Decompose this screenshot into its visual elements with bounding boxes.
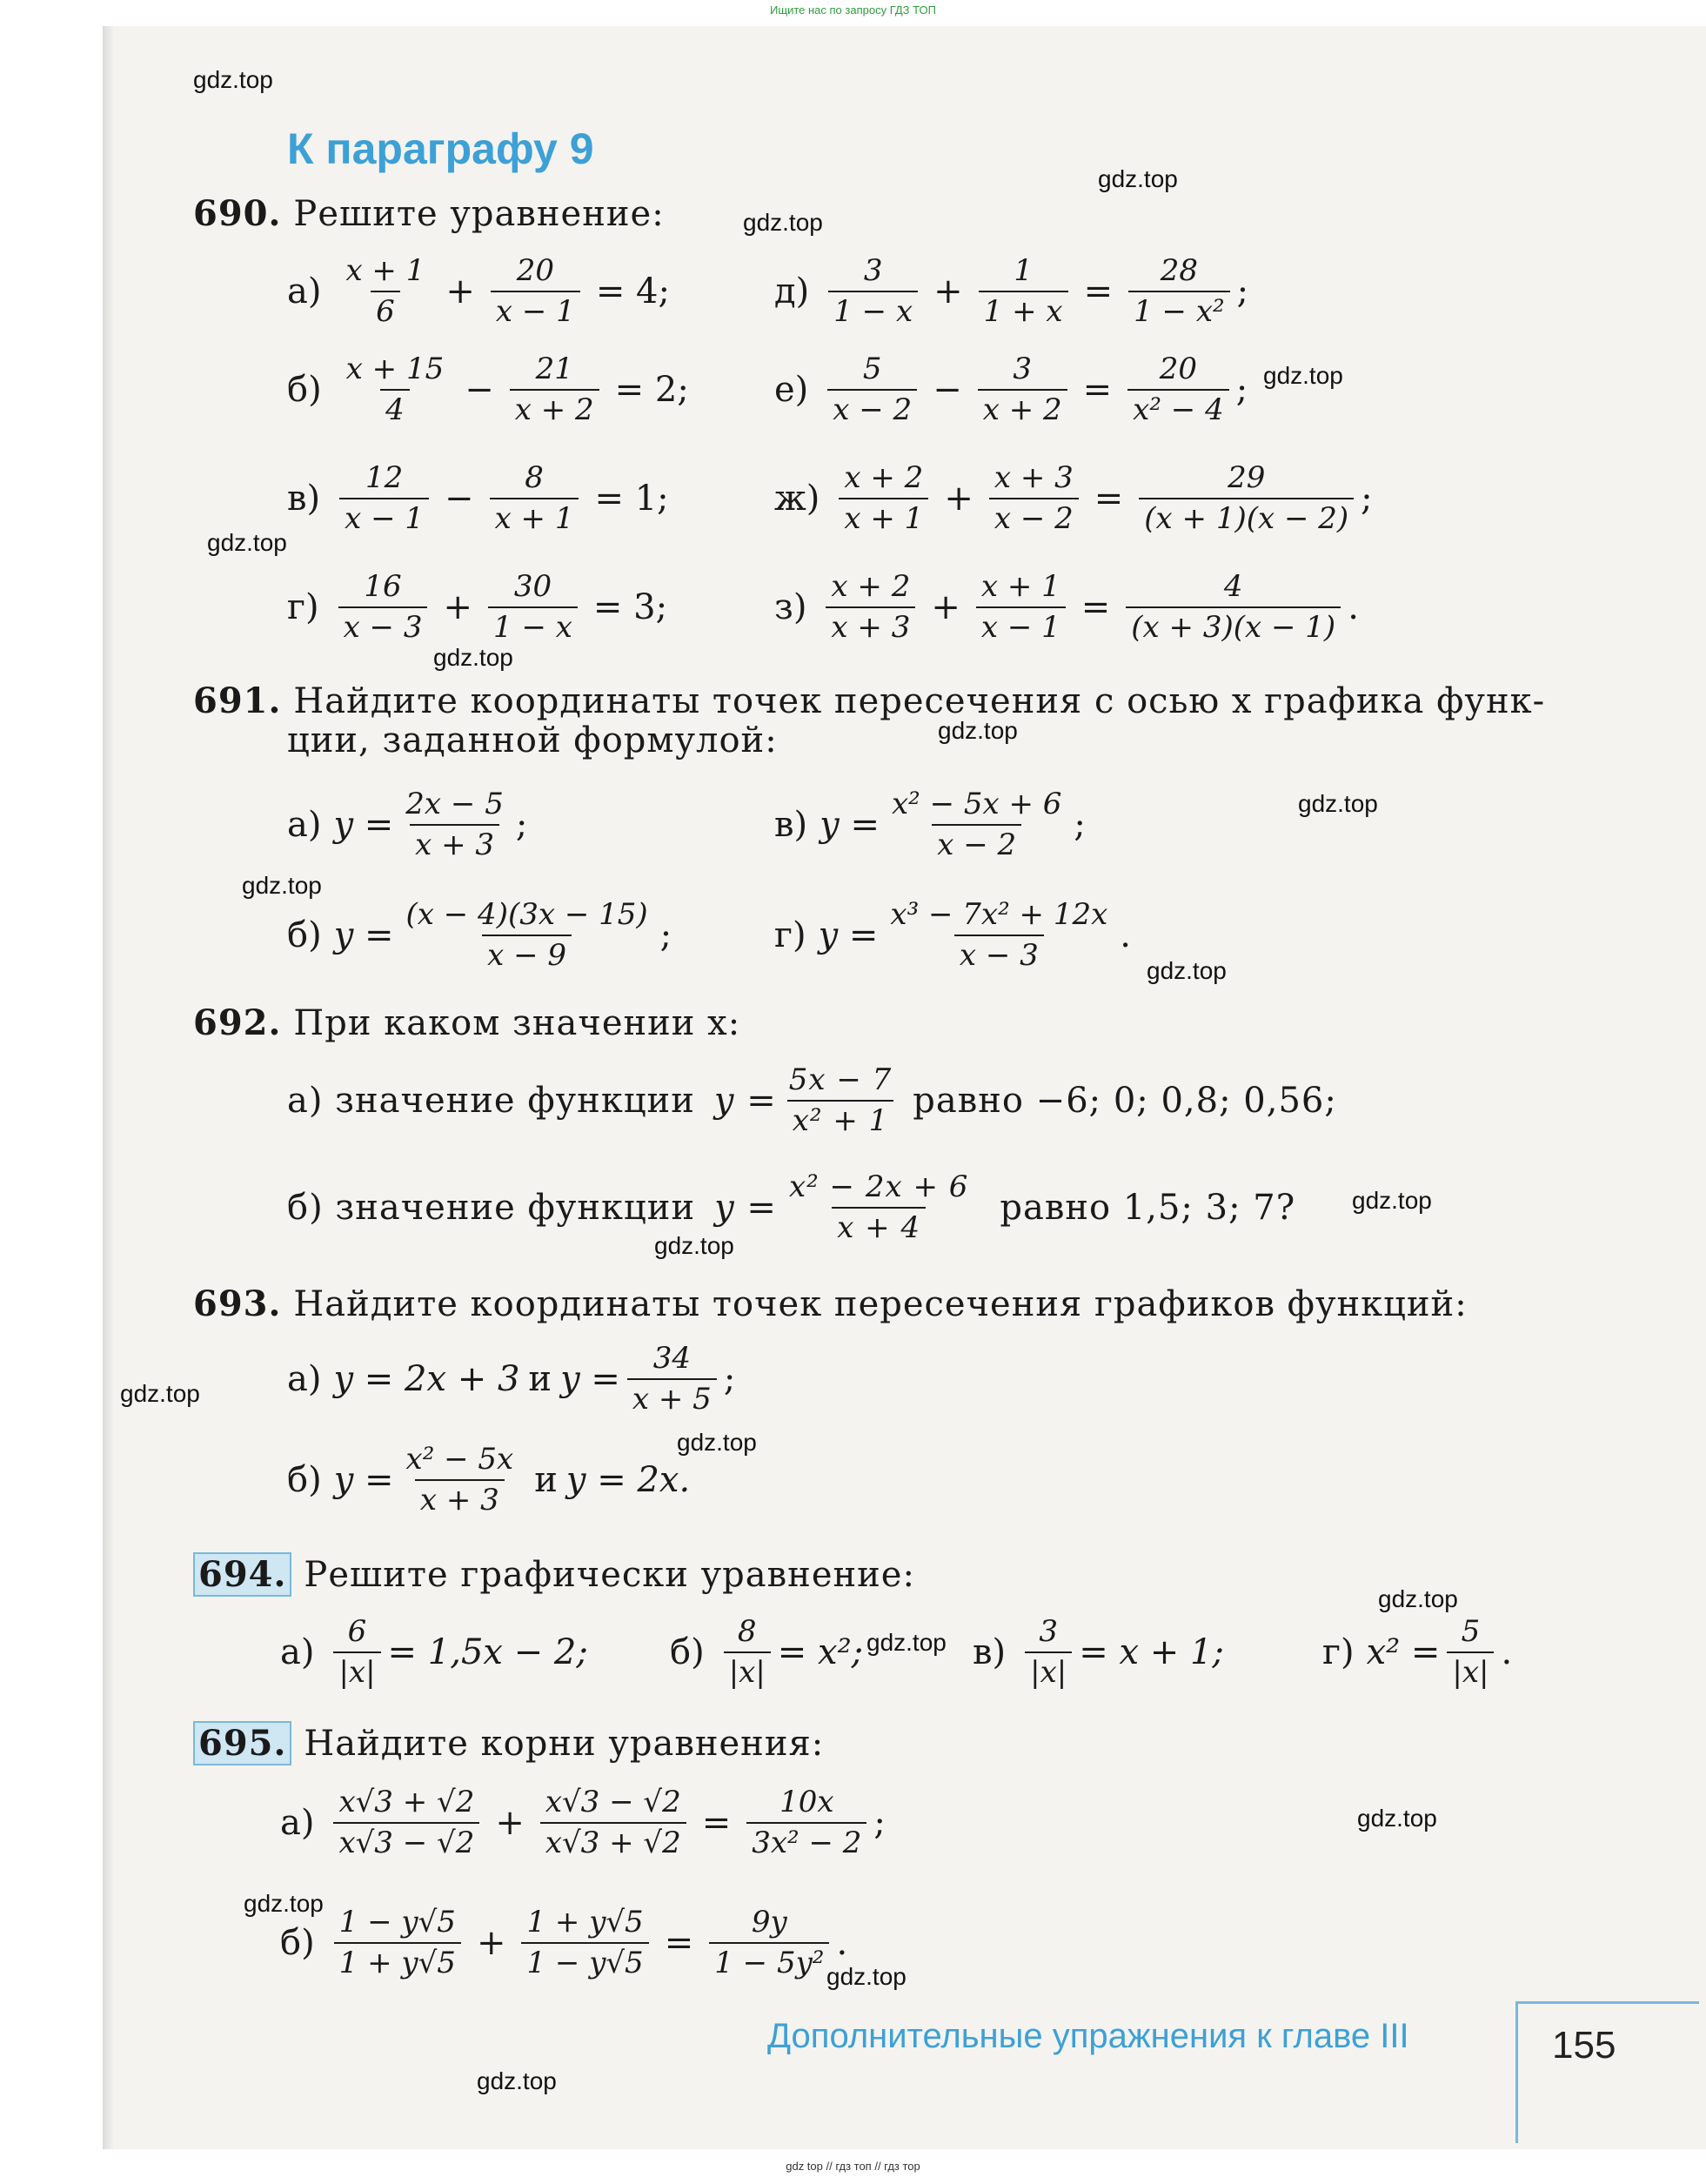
equation-690d: д) $\frac{3}{1 - x}$ + $\frac{1}{1 + x}$ = $\frac{28}{\text{1 − x²}}$ ; xyxy=(774,253,1249,330)
watermark: gdz.top xyxy=(433,644,513,671)
watermark: gdz.top xyxy=(938,717,1018,744)
item-text: а) значение функции xyxy=(287,1081,695,1122)
exercise-690-title xyxy=(193,193,665,234)
page-number-box xyxy=(1515,2001,1699,2143)
watermark: gdz.top xyxy=(244,1890,324,1917)
equation-690e: е) $\frac{5}{x - 2}$ − $\frac{3}{x + 2}$ = $\frac{20}{\text{x² − 4}}$ ; xyxy=(774,352,1248,428)
bottom-banner: gdz top // гдз топ // гдз тор xyxy=(786,2160,920,2173)
item-text: равно 1,5; 3; 7? xyxy=(1000,1188,1296,1229)
watermark: gdz.top xyxy=(1378,1585,1458,1612)
item-label: б) xyxy=(287,915,322,956)
exercise-text: Решите графически уравнение: xyxy=(304,1554,915,1595)
top-banner: Ищите нас по запросу ГДЗ ТОП xyxy=(770,3,936,17)
exercise-695-title xyxy=(193,1721,824,1765)
exercise-text: Решите уравнение: xyxy=(293,193,665,234)
item-label: б) xyxy=(287,1460,322,1501)
watermark: gdz.top xyxy=(826,1963,907,1990)
item-label: г) xyxy=(287,587,319,628)
exercise-text: Найдите корни уравнения: xyxy=(304,1723,825,1764)
item-label: в) xyxy=(287,479,321,519)
item-695b: б) $\frac{1 - y√5}{1 + y√5}$ + $\frac{1 + y√5}{1 - y√5}$ = $\frac{9y}{\text{1 − 5y²}}$ . xyxy=(280,1905,848,1981)
watermark: gdz.top xyxy=(743,209,823,236)
item-label: з) xyxy=(774,587,807,628)
page-number: 155 xyxy=(1552,2024,1616,2067)
exercise-number: 690. xyxy=(193,193,282,234)
exercise-number: 692. xyxy=(193,1002,282,1043)
equation-690zh: ж) $\frac{x + 2}{x + 1}$ + $\frac{x + 3}{x - 2}$ = $\frac{29}{(x + 1)(x - 2)}$ ; xyxy=(774,460,1373,537)
item-label: а) xyxy=(280,1632,315,1673)
chapter-footer: Дополнительные упражнения к главе III xyxy=(767,2017,1409,2055)
exercise-text: Найдите координаты точек пересечения с осью x графика функ- xyxy=(293,680,1546,721)
item-692a: а) значение функции y = $\frac{5x - 7}{\text{x² + 1}}$ равно −6; 0; 0,8; 0,56; xyxy=(287,1062,1337,1139)
item-label: е) xyxy=(774,370,809,411)
conjunction: и xyxy=(528,1359,552,1400)
exercise-691-text-cont xyxy=(287,720,778,760)
item-label: а) xyxy=(287,1359,322,1400)
exercise-number: 695. xyxy=(193,1721,291,1765)
watermark: gdz.top xyxy=(242,872,322,899)
item-label: б) xyxy=(670,1632,705,1673)
item-label: а) xyxy=(287,805,322,846)
formula-691a: а) y = $\frac{2x - 5}{x + 3}$ ; xyxy=(287,787,528,863)
watermark: gdz.top xyxy=(1357,1805,1437,1832)
watermark: gdz.top xyxy=(1298,790,1378,817)
exercise-number: 693. xyxy=(193,1283,282,1324)
item-label: в) xyxy=(774,805,808,846)
item-label: б) xyxy=(280,1923,315,1964)
watermark: gdz.top xyxy=(654,1232,734,1259)
watermark: gdz.top xyxy=(1098,165,1178,192)
item-694v: в) $\frac{3}{|x|}$ = x + 1; xyxy=(973,1614,1224,1691)
watermark: gdz.top xyxy=(1263,362,1343,389)
equation-690g: г) $\frac{16}{x - 3}$ + $\frac{30}{1 - x}$ = 3; xyxy=(287,569,668,646)
item-694a: а) $\frac{6}{|x|}$ = 1,5x − 2; xyxy=(280,1614,588,1691)
watermark: gdz.top xyxy=(1352,1187,1432,1214)
exercise-text: Найдите координаты точек пересечения графиков функций: xyxy=(293,1283,1468,1324)
watermark: gdz.top xyxy=(677,1429,757,1456)
conjunction: и xyxy=(534,1460,558,1501)
equation-690b: б) $\frac{x + 15}{4}$ − $\frac{21}{x + 2}$ = 2; xyxy=(287,352,689,428)
item-text: б) значение функции xyxy=(287,1188,696,1229)
item-text: равно −6; 0; 0,8; 0,56; xyxy=(913,1081,1337,1122)
exercise-number: 694. xyxy=(193,1552,291,1597)
watermark: gdz.top xyxy=(120,1380,200,1407)
item-694b: б) $\frac{8}{|x|}$ = x²; xyxy=(670,1614,864,1691)
exercise-694-title xyxy=(193,1552,915,1597)
watermark: gdz.top xyxy=(193,66,273,93)
item-694g: г) x² = $\frac{5}{|x|}$ . xyxy=(1322,1614,1513,1691)
item-693b: б) y = $\frac{\text{x² − 5x}}{x + 3}$ и y = 2x. xyxy=(287,1442,691,1518)
item-label: в) xyxy=(973,1632,1007,1673)
equation-690z: з) $\frac{x + 2}{x + 3}$ + $\frac{x + 1}{x - 1}$ = $\frac{4}{(x + 3)(x - 1)}$ . xyxy=(774,569,1359,646)
item-692b: б) значение функции y = $\frac{\text{x² − 2x + 6}}{x + 4}$ равно 1,5; 3; 7? xyxy=(287,1169,1296,1246)
item-label: ж) xyxy=(774,479,820,519)
equation-690v: в) $\frac{12}{x - 1}$ − $\frac{8}{x + 1}$ = 1; xyxy=(287,460,669,537)
exercise-text: ции, заданной формулой: xyxy=(287,720,778,760)
item-695a: а) $\frac{x√3 + √2}{x√3 - √2}$ + $\frac{x√3 - √2}{x√3 + √2}$ = $\frac{10x}{\text{3x² − 2}}$ ; xyxy=(280,1785,886,1861)
formula-691g: г) y = $\frac{\text{x³ − 7x² + 12x}}{x - 3}$ . xyxy=(774,897,1131,974)
section-heading: К параграфу 9 xyxy=(287,124,594,173)
exercise-text: При каком значении x: xyxy=(293,1002,741,1043)
watermark: gdz.top xyxy=(866,1629,947,1656)
item-label: г) xyxy=(774,915,806,956)
item-label: а) xyxy=(280,1803,315,1844)
exercise-692-title xyxy=(193,1002,740,1043)
exercise-number: 691. xyxy=(193,680,282,721)
item-label: г) xyxy=(1322,1632,1355,1673)
watermark: gdz.top xyxy=(1147,957,1227,984)
item-label: б) xyxy=(287,370,322,411)
equation-690a: а) $\frac{x + 1}{6}$ + $\frac{20}{x - 1}$ = 4; xyxy=(287,253,670,330)
formula-691v: в) y = $\frac{\text{x² − 5x + 6}}{x - 2}$ ; xyxy=(774,787,1086,863)
item-693a: а) y = 2x + 3 и y = $\frac{34}{x + 5}$ ; xyxy=(287,1341,736,1417)
watermark: gdz.top xyxy=(207,529,287,556)
exercise-691-title xyxy=(193,680,1545,721)
item-label: а) xyxy=(287,271,322,312)
exercise-693-title xyxy=(193,1283,1468,1324)
watermark: gdz.top xyxy=(477,2067,557,2094)
item-label: д) xyxy=(774,271,810,312)
formula-691b: б) y = $\frac{(x - 4)(3x - 15)}{x - 9}$ ; xyxy=(287,897,672,974)
